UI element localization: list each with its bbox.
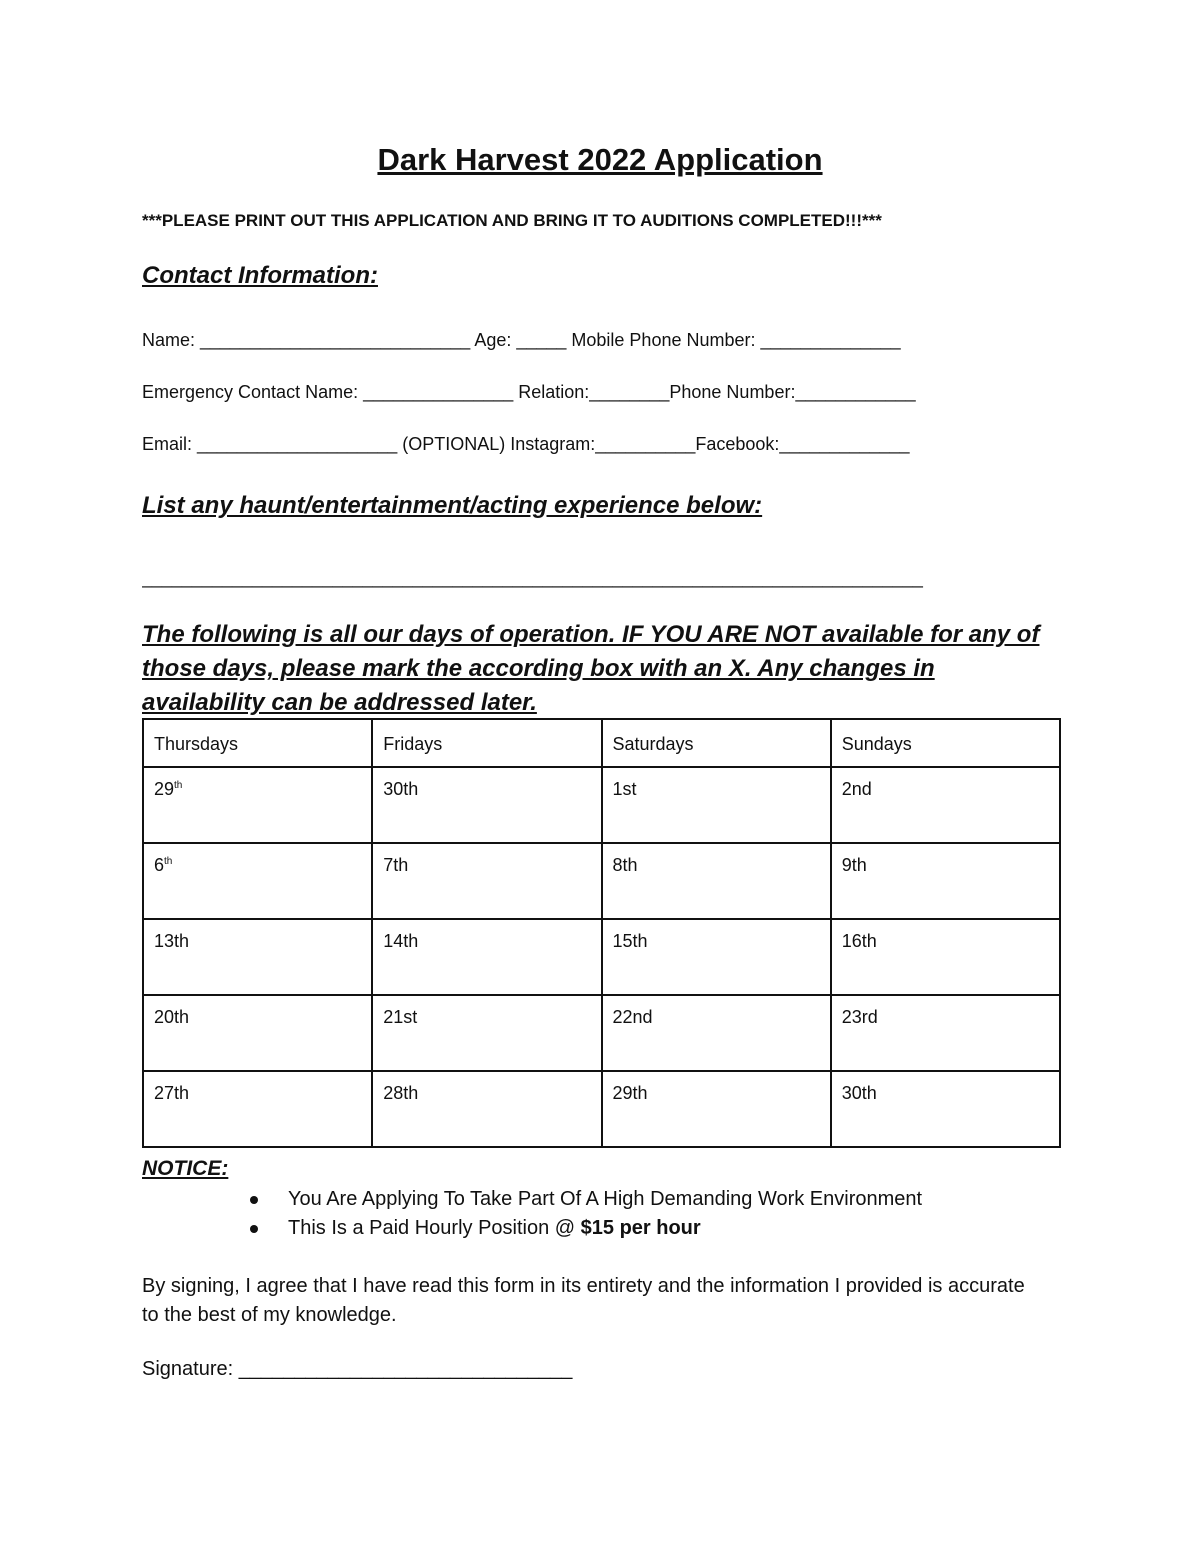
list-item [248,1185,922,1214]
availability-table [142,718,1061,1148]
date-label: 30th [841,1083,877,1103]
availability-cell[interactable] [372,919,601,995]
column-header-fridays: Fridays [372,719,601,767]
agreement-text: By signing, I agree that I have read this form in its entirety and the information I provided is accurate to the best of my knowledge. [142,1275,1025,1326]
availability-cell[interactable] [831,919,1060,995]
date-label: 16th [841,931,877,951]
availability-cell[interactable] [143,843,372,919]
column-header-sundays: Sundays [831,719,1060,767]
date-label: 9th [841,855,867,875]
availability-heading: The following is all our days of operation. IF YOU ARE NOT available for any of those days, please mark the according box with an X. Any changes in availability can be addressed later. [142,621,1040,716]
availability-cell[interactable] [602,767,831,843]
availability-cell[interactable] [143,995,372,1071]
page-title: Dark Harvest 2022 Application [377,142,823,177]
print-notice: ***PLEASE PRINT OUT THIS APPLICATION AND BRING IT TO AUDITIONS COMPLETED!!!*** [142,211,882,230]
availability-cell[interactable] [831,767,1060,843]
date-label: 28th [383,1083,419,1103]
availability-cell[interactable] [602,1071,831,1147]
date-label: 15th [612,931,648,951]
date-label: 30th [383,779,419,799]
notice-bullet-text: You Are Applying To Take Part Of A High Demanding Work Environment [288,1188,923,1210]
pay-rate: $15 per hour [580,1217,701,1239]
date-label: 23rd [841,1007,878,1027]
availability-cell[interactable] [831,1071,1060,1147]
availability-cell[interactable] [602,995,831,1071]
date-label: 8th [612,855,638,875]
availability-cell[interactable] [143,1071,372,1147]
date-label: 13th [154,931,190,951]
notice-bullet-text: This Is a Paid Hourly Position @ [288,1217,581,1239]
availability-cell[interactable] [372,995,601,1071]
bullet-icon [250,1225,258,1233]
availability-cell[interactable] [602,919,831,995]
signature-line[interactable]: Signature: ______________________________ [142,1358,573,1380]
date-label: 7th [383,855,409,875]
availability-cell[interactable] [831,995,1060,1071]
availability-cell[interactable] [372,767,601,843]
availability-cell[interactable] [372,1071,601,1147]
availability-cell[interactable] [143,919,372,995]
date-label: 29th [612,1083,648,1103]
date-label: 6 [154,855,165,875]
table-row [143,995,1060,1071]
table-row [143,843,1060,919]
ordinal-suffix: th [164,856,173,867]
availability-cell[interactable] [143,767,372,843]
availability-cell[interactable] [372,843,601,919]
date-label: 20th [154,1007,190,1027]
date-label: 2nd [841,779,872,799]
availability-cell[interactable] [831,843,1060,919]
notice-heading: NOTICE: [142,1157,229,1180]
table-row [143,1071,1060,1147]
ordinal-suffix: th [174,780,183,791]
experience-heading: List any haunt/entertainment/acting experience below: [142,492,763,519]
notice-list [248,1185,922,1243]
date-label: 29 [154,779,175,799]
experience-blank-line[interactable]: ______________________________________________________________________________ [142,568,923,588]
contact-line-email-social[interactable]: Email: ____________________ (OPTIONAL) Instagram:__________Facebook:_____________ [142,434,910,454]
table-row [143,919,1060,995]
availability-cell[interactable] [602,843,831,919]
column-header-saturdays: Saturdays [602,719,831,767]
contact-line-name-age-phone[interactable]: Name: ___________________________ Age: _____ Mobile Phone Number: ______________ [142,330,901,350]
list-item [248,1214,922,1243]
table-row [143,767,1060,843]
date-label: 1st [612,779,637,799]
date-label: 14th [383,931,419,951]
date-label: 21st [383,1007,418,1027]
date-label: 22nd [612,1007,653,1027]
table-header-row [143,719,1060,767]
column-header-thursdays: Thursdays [143,719,372,767]
bullet-icon [250,1196,258,1204]
date-label: 27th [154,1083,190,1103]
contact-heading: Contact Information: [142,262,378,289]
contact-line-emergency[interactable]: Emergency Contact Name: _______________ Relation:________Phone Number:____________ [142,382,916,402]
